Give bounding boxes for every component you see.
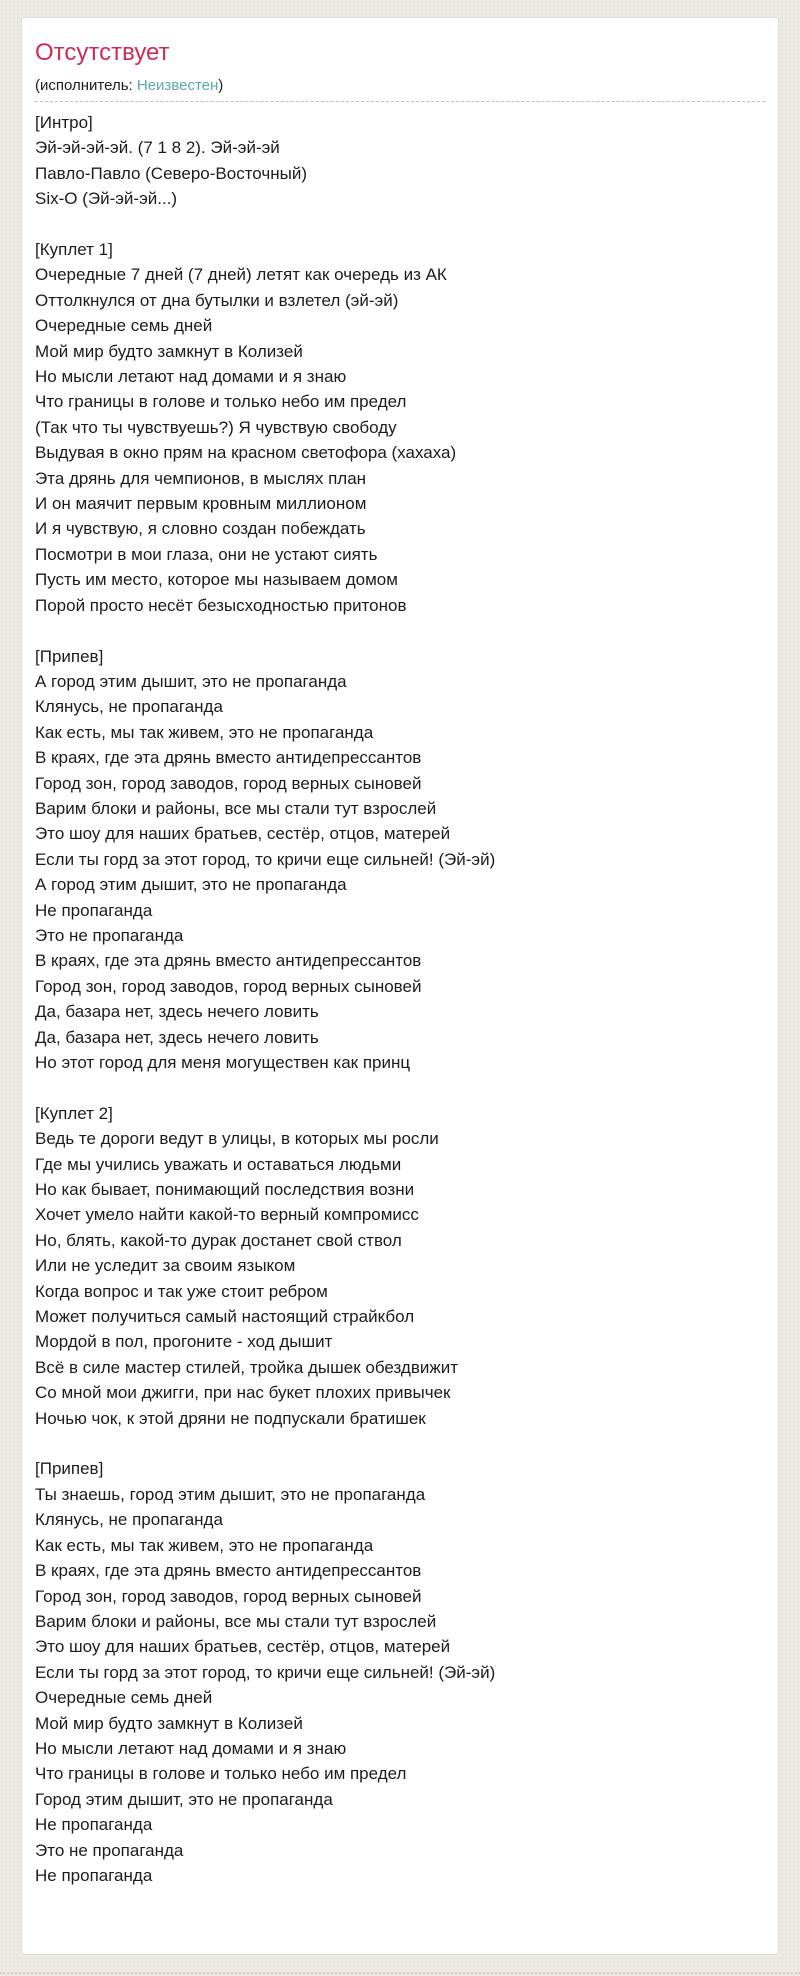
lyrics-section [35,110,765,212]
lyric-line: Оттолкнулся от дна бутылки и взлетел (эй-эй) [35,290,399,310]
lyric-line: (Так что ты чувствуешь?) Я чувствую свободу [35,417,397,437]
lyric-line: Да, базара нет, здесь нечего ловить [35,1027,319,1047]
lyric-line: Город этим дышит, это не пропаганда [35,1789,333,1809]
lyric-line: И он маячит первым кровным миллионом [35,494,367,514]
lyric-line: И я чувствую, я словно создан побеждать [35,519,366,539]
artist-label-suffix: ) [218,77,224,94]
lyric-line: Как есть, мы так живем, это не пропаганда [35,722,374,742]
lyric-line: Со мной мои джигги, при нас букет плохих привычек [35,1383,451,1403]
lyric-line: Не пропаганда [35,900,153,920]
lyric-line: Что границы в голове и только небо им предел [35,1764,407,1784]
lyric-line: Это шоу для наших братьев, сестёр, отцов, матерей [35,824,451,844]
lyric-line: [Припев] [35,1459,104,1479]
lyric-line: В краях, где эта дрянь вместо антидепрессантов [35,951,422,971]
artist-label-prefix: (исполнитель: [35,77,137,94]
lyric-line: Ты знаешь, город этим дышит, это не пропаганда [35,1484,426,1504]
lyric-line: Но, блять, какой-то дурак достанет свой ствол [35,1230,402,1250]
lyric-line: Порой просто несёт безысходностью притонов [35,595,407,615]
lyric-line: Эта дрянь для чемпионов, в мыслях план [35,468,367,488]
lyric-line: Клянусь, не пропаганда [35,1510,223,1530]
song-title: Отсутствует [35,39,170,66]
lyric-line: Варим блоки и районы, все мы стали тут взрослей [35,1611,437,1631]
lyric-line: Очередные 7 дней (7 дней) летят как очередь из АК [35,265,447,285]
lyric-line: Если ты горд за этот город, то кричи еще сильней! (Эй-эй) [35,849,496,869]
lyric-line: Хочет умело найти какой-то верный компромисс [35,1205,419,1225]
lyric-line: Ведь те дороги ведут в улицы, в которых мы росли [35,1129,439,1149]
lyric-line: Очередные семь дней [35,316,213,336]
lyric-line: Если ты горд за этот город, то кричи еще сильней! (Эй-эй) [35,1662,496,1682]
lyric-line: Мордой в пол, прогоните - ход дышит [35,1332,333,1352]
lyric-line: Как есть, мы так живем, это не пропаганда [35,1535,374,1555]
lyric-line: Но мысли летают над домами и я знаю [35,367,347,387]
artist-link[interactable]: Неизвестен [136,77,219,94]
lyric-line: Мой мир будто замкнут в Колизей [35,1713,303,1733]
lyric-line: Посмотри в мои глаза, они не устают сиять [35,544,378,564]
lyric-line: Мой мир будто замкнут в Колизей [35,341,303,361]
artist-line [35,76,765,95]
lyrics-section [35,1101,765,1431]
lyric-line: Ночью чок, к этой дряни не подпускали братишек [35,1408,426,1428]
lyric-line: [Припев] [35,646,104,666]
lyrics-section [35,1456,765,1888]
lyric-line: Пусть им место, которое мы называем домом [35,570,398,590]
song-header [35,39,765,102]
lyric-line: Не пропаганда [35,1865,153,1885]
lyric-line: Но как бывает, понимающий последствия возни [35,1180,415,1200]
lyrics-section [35,237,765,618]
lyric-line: [Интро] [35,113,93,132]
lyric-line: Клянусь, не пропаганда [35,697,223,717]
lyric-line: [Куплет 1] [35,240,113,260]
lyric-line: Не пропаганда [35,1815,153,1835]
lyric-line: Это шоу для наших братьев, сестёр, отцов, матерей [35,1637,451,1657]
lyric-line: Когда вопрос и так уже стоит ребром [35,1281,328,1301]
lyrics [35,110,765,1888]
lyric-line: Что границы в голове и только небо им предел [35,392,407,412]
lyrics-card [21,17,779,1955]
lyric-line: Six-O (Эй-эй-эй...) [35,189,178,209]
lyric-line: А город этим дышит, это не пропаганда [35,671,347,691]
bottom-dotted-rule [0,1972,800,1974]
lyric-line: Это не пропаганда [35,925,184,945]
lyric-line: Павло-Павло (Северо-Восточный) [35,163,307,183]
lyric-line: Варим блоки и районы, все мы стали тут взрослей [35,798,437,818]
lyric-line: Где мы учились уважать и оставаться людьми [35,1154,402,1174]
lyric-line: Город зон, город заводов, город верных сыновей [35,1586,422,1606]
lyric-line: Город зон, город заводов, город верных сыновей [35,976,422,996]
lyric-line: Очередные семь дней [35,1688,213,1708]
lyric-line: Но мысли летают над домами и я знаю [35,1738,347,1758]
lyric-line: Но этот город для меня могуществен как принц [35,1053,411,1072]
lyric-line: А город этим дышит, это не пропаганда [35,875,347,895]
lyric-line: В краях, где эта дрянь вместо антидепрессантов [35,748,422,768]
lyric-line: Может получиться самый настоящий страйкбол [35,1307,415,1327]
lyric-line: Это не пропаганда [35,1840,184,1860]
lyric-line: Или не уследит за своим языком [35,1256,296,1276]
lyric-line: Город зон, город заводов, город верных сыновей [35,773,422,793]
lyrics-section [35,644,765,1076]
lyric-line: [Куплет 2] [35,1103,113,1123]
lyric-line: Эй-эй-эй-эй. (7 1 8 2). Эй-эй-эй [35,138,280,158]
lyric-line: В краях, где эта дрянь вместо антидепрессантов [35,1561,422,1581]
lyric-line: Выдувая в окно прям на красном светофора (хахаха) [35,443,457,463]
lyric-line: Да, базара нет, здесь нечего ловить [35,1002,319,1022]
lyric-line: Всё в силе мастер стилей, тройка дышек обездвижит [35,1357,459,1377]
